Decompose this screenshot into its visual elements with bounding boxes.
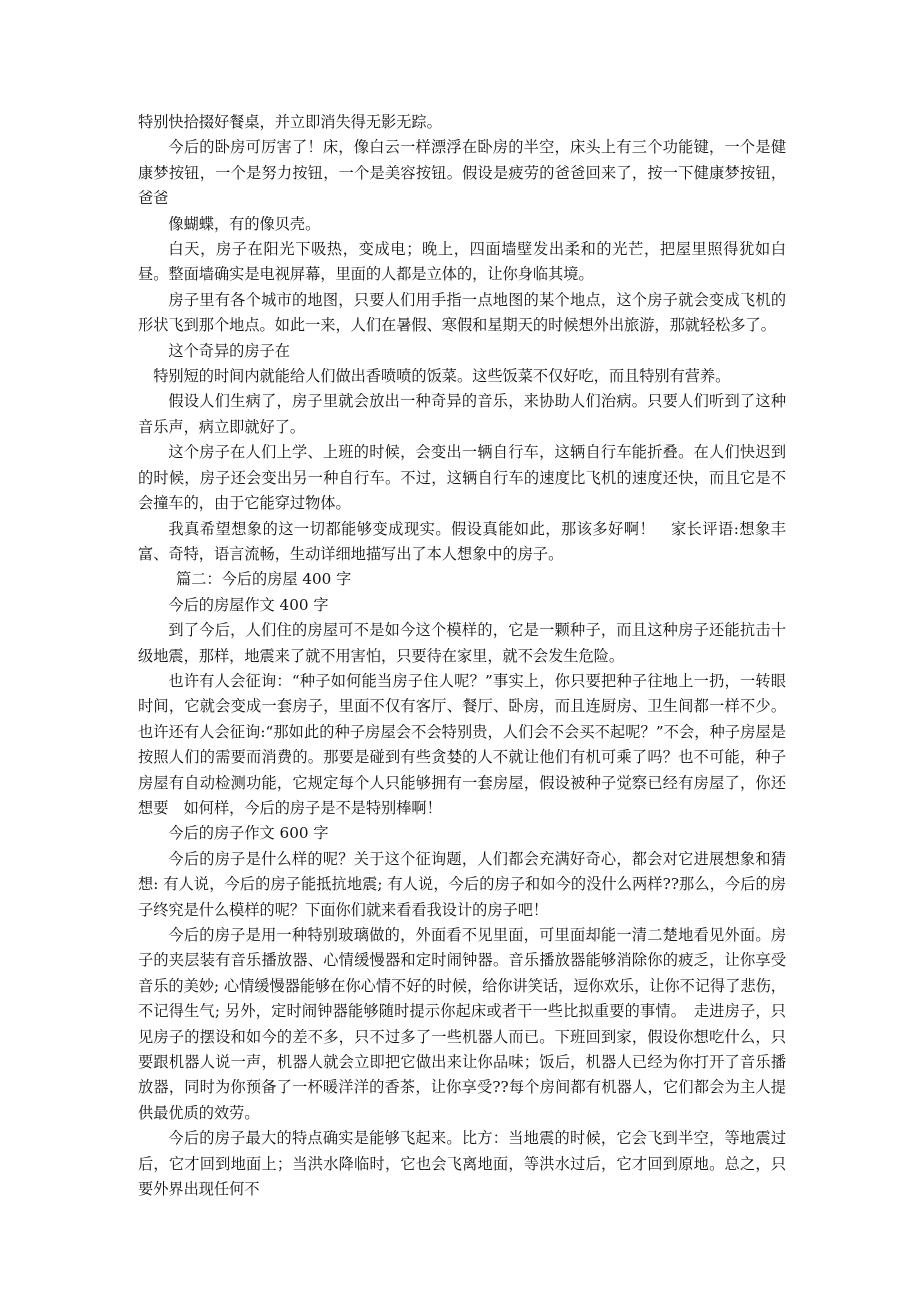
paragraph: 假设人们生病了，房子里就会放出一种奇异的音乐，来协助人们治病。只要人们听到了这种音乐声，病立即就好了。 bbox=[138, 392, 786, 436]
article-title: 今后的房子作文 600 字 bbox=[168, 824, 329, 843]
paragraph: 房子里有各个城市的地图，只要人们用手指一点地图的某个地点，这个房子就会变成飞机的形状飞到那个地点。如此一来，人们在暑假、寒假和星期天的时候想外出旅游，那就轻松多了。 bbox=[138, 290, 786, 335]
paragraph: 今后的房子是什么样的呢？关于这个征询题，人们都会充满好奇心，都会对它进展想象和猜想: 有人说，今后的房子能抵抗地震; 有人说，今后的房子和如今的没什么两样??那么，今后的房子终究是什么模样的呢？下面你们就来看看我设计的房子吧！ bbox=[138, 849, 786, 919]
paragraph: 今后的房子是用一种特别玻璃做的，外面看不见里面，可里面却能一清二楚地看见外面。房子的夹层装有音乐播放器、心情缓慢器和定时闹钟器。音乐播放器能够消除你的疲乏，让你享受音乐的美妙; 心情缓慢器能够在你心情不好的时候，给你讲笑话，逗你欢乐，让你不记得了悲伤，不记得生气; 另外，定时闹钟器能够随时提示你起床或者干一些比拟重要的事情。 走进房子，只见房子的摆设和如今的差不多，只不过多了一些机器人而已。下班回到家，假设你想吃什么，只要跟机器人说一声，机器人就会立即把它做出来让你品味；饭后，机器人已经为你打开了音乐播放器，同时为你预备了一杯暖洋洋的香茶，让你享受??每个房间都有机器人，它们都会为主人提供最优质的效劳。 bbox=[138, 926, 786, 1122]
paragraph: 今后的卧房可厉害了！床，像白云一样漂浮在卧房的半空，床头上有三个功能键，一个是健康梦按钮，一个是努力按钮，一个是美容按钮。假设是疲劳的爸爸回来了，按一下健康梦按钮，爸爸 bbox=[138, 138, 786, 208]
paragraph: 像蝴蝶，有的像贝壳。 bbox=[168, 214, 321, 233]
paragraph: 这个奇异的房子在 bbox=[168, 341, 290, 360]
article-title: 今后的房屋作文 400 字 bbox=[168, 595, 329, 614]
paragraph: 这个房子在人们上学、上班的时候，会变出一辆自行车，这辆自行车能折叠。在人们快迟到的时候，房子还会变出另一种自行车。不过，这辆自行车的速度比飞机的速度还快，而且它是不会撞车的，由于它能穿过物体。 bbox=[138, 443, 786, 513]
paragraph: 特别短的时间内就能给人们做出香喷喷的饭菜。这些饭菜不仅好吃，而且特别有营养。 bbox=[153, 367, 731, 386]
paragraph: 到了今后，人们住的房屋可不是如今这个模样的，它是一颗种子，而且这种房子还能抗击十级地震，那样，地震来了就不用害怕，只要待在家里，就不会发生危险。 bbox=[138, 621, 786, 665]
paragraph: 我真希望想象的这一切都能够变成现实。假设真能如此，那该多好啊！ 家长评语:想象丰富、奇特，语言流畅，生动详细地描写出了本人想象中的房子。 bbox=[138, 519, 786, 563]
section-heading: 篇二：今后的房屋 400 字 bbox=[176, 570, 352, 589]
paragraph: 也许有人会征询：“种子如何能当房子住人呢？”事实上，你只要把种子往地上一扔，一转眼时间，它就会变成一套房子，里面不仅有客厅、餐厅、卧房，而且连厨房、卫生间都一样不少。也许还有人会征询:“那如此的种子房屋会不会特别贵，人们会不会买不起呢？”不会，种子房屋是按照人们的需要而消费的。那要是碰到有些贪婪的人不就让他们有机可乘了吗？也不可能，种子房屋有自动检测功能，它规定每个人只能够拥有一套房屋，假设被种子觉察已经有房屋了，你还想要 如何样，今后的房子是不是特别棒啊！ bbox=[138, 671, 786, 817]
paragraph: 今后的房子最大的特点确实是能够飞起来。比方：当地震的时候，它会飞到半空，等地震过后，它才回到地面上；当洪水降临时，它也会飞离地面，等洪水过后，它才回到原地。总之，只要外界出现任何不 bbox=[138, 1129, 786, 1199]
document-body bbox=[138, 110, 786, 1202]
paragraph: 白天，房子在阳光下吸热，变成电；晚上，四面墙壁发出柔和的光芒，把屋里照得犹如白昼。整面墙确实是电视屏幕，里面的人都是立体的，让你身临其境。 bbox=[138, 240, 786, 284]
paragraph: 特别快拾掇好餐桌，并立即消失得无影无踪。 bbox=[138, 113, 442, 131]
